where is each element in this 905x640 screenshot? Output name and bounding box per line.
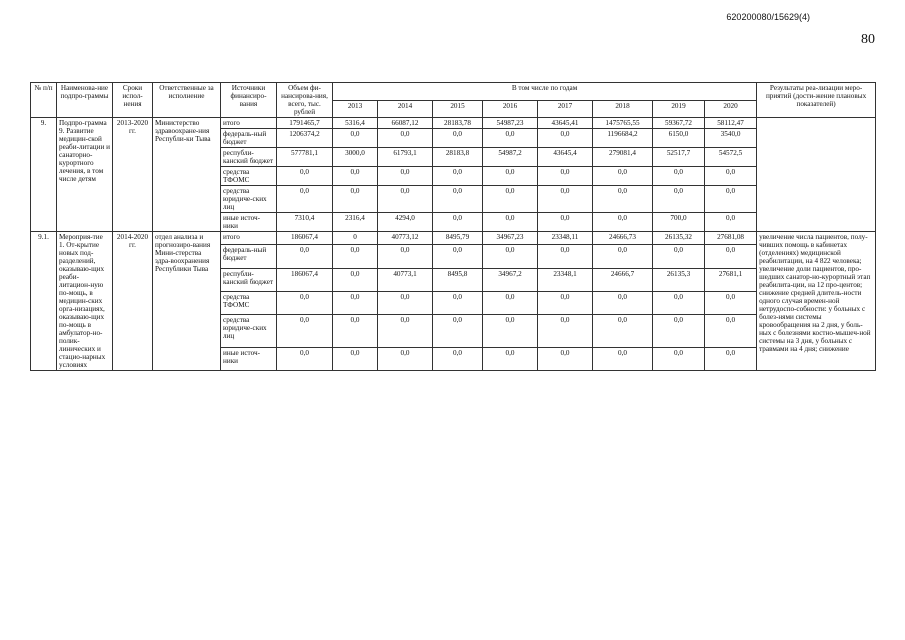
year-value: 0,0: [433, 167, 483, 186]
funding-total: 7310,4: [277, 213, 333, 232]
year-value: 0,0: [378, 245, 433, 268]
year-value: 0,0: [593, 347, 653, 370]
year-header: 2019: [653, 100, 705, 118]
year-value: 0,0: [653, 167, 705, 186]
year-header: 2018: [593, 100, 653, 118]
year-value: 43645,4: [538, 148, 593, 167]
col-header-responsible: Ответственные за исполнение: [153, 83, 221, 118]
year-value: 26135,3: [653, 268, 705, 291]
year-value: 26135,32: [653, 232, 705, 245]
year-value: 0,0: [378, 314, 433, 347]
year-value: 0,0: [433, 213, 483, 232]
table-row: [31, 118, 876, 129]
year-value: 0,0: [483, 186, 538, 213]
year-value: 700,0: [653, 213, 705, 232]
item-results: [757, 118, 876, 232]
year-value: 58112,47: [705, 118, 757, 129]
year-value: 0,0: [333, 314, 378, 347]
year-value: 0,0: [593, 186, 653, 213]
document-id: 620200080/15629(4): [726, 12, 810, 22]
year-value: 1475765,55: [593, 118, 653, 129]
funding-source: республи-канский бюджет: [221, 268, 277, 291]
funding-source: республи-канский бюджет: [221, 148, 277, 167]
year-value: 28183,78: [433, 118, 483, 129]
item-results: увеличение числа пациентов, полу-чивших помощь в кабинетах (отделениях) медицинской реабилитации, на 4 822 человека; увеличение доли пациентов, про-шедших санатор-но-курортный этап реабилита-ции, на 12 про-центов; снижение средней длитель-ности одного случая времен-ной нетрудоспо-собности: у больных с болез-нями системы кровообращения на 2 дня, у боль-ных с болезнями костно-мышеч-ной системы на 3 дня, у больных с травмами на 4 дня; снижение: [757, 232, 876, 371]
year-value: 8495,79: [433, 232, 483, 245]
funding-source: федераль-ный бюджет: [221, 129, 277, 148]
funding-total: 1206374,2: [277, 129, 333, 148]
page-number: 80: [861, 32, 875, 47]
table-row: [31, 232, 876, 245]
funding-total: 0,0: [277, 291, 333, 314]
year-value: 0,0: [378, 347, 433, 370]
year-value: 0,0: [378, 129, 433, 148]
year-header: 2014: [378, 100, 433, 118]
year-value: 0,0: [593, 167, 653, 186]
year-value: 0,0: [653, 245, 705, 268]
item-name: Мероприя-тие 1. От-крытие новых под-разделений, оказываю-щих реаби-литацион-ную по-мощь, в медицин-ских орга-низациях, оказываю-щих по-мощь в амбулатор-но-полик-линических и стацио-нарных условиях: [57, 232, 113, 371]
year-value: 279081,4: [593, 148, 653, 167]
year-value: 0,0: [538, 186, 593, 213]
item-name: Подпро-грамма 9. Развитие медицин-ской реаби-литации и санаторно-курортного лечения, в том числе детям: [57, 118, 113, 232]
year-value: 0,0: [378, 291, 433, 314]
year-value: 0,0: [705, 167, 757, 186]
year-value: 27681,1: [705, 268, 757, 291]
year-value: 0,0: [333, 291, 378, 314]
year-value: 0,0: [538, 213, 593, 232]
year-value: 43645,41: [538, 118, 593, 129]
col-header-results: Результаты реа-лизации меро-приятий (дости-жение плановых показателей): [757, 83, 876, 118]
year-value: 0,0: [333, 129, 378, 148]
year-value: 34967,2: [483, 268, 538, 291]
year-value: 0,0: [538, 314, 593, 347]
year-value: 0,0: [653, 347, 705, 370]
col-header-name: Наименова-ние подпро-граммы: [57, 83, 113, 118]
year-value: 0,0: [593, 245, 653, 268]
year-value: 23348,1: [538, 268, 593, 291]
year-value: 3000,0: [333, 148, 378, 167]
funding-source: средства ТФОМС: [221, 291, 277, 314]
year-value: 0,0: [378, 167, 433, 186]
year-value: 0,0: [653, 186, 705, 213]
year-value: 34967,23: [483, 232, 538, 245]
funding-source: итого: [221, 232, 277, 245]
year-value: 5316,4: [333, 118, 378, 129]
funding-source: средства ТФОМС: [221, 167, 277, 186]
funding-source: иные источ-ники: [221, 347, 277, 370]
funding-source: средства юридиче-ских лиц: [221, 186, 277, 213]
year-value: 8495,8: [433, 268, 483, 291]
funding-total: 186067,4: [277, 232, 333, 245]
year-value: 0,0: [593, 291, 653, 314]
year-value: 0,0: [653, 291, 705, 314]
year-value: 0,0: [538, 291, 593, 314]
funding-total: 0,0: [277, 314, 333, 347]
year-value: 4294,0: [378, 213, 433, 232]
year-value: 0,0: [333, 245, 378, 268]
year-value: 0,0: [483, 291, 538, 314]
year-header: 2017: [538, 100, 593, 118]
year-value: 0: [333, 232, 378, 245]
year-value: 0,0: [538, 245, 593, 268]
year-value: 0,0: [433, 129, 483, 148]
year-value: 0,0: [705, 291, 757, 314]
year-value: 54987,23: [483, 118, 538, 129]
year-value: 0,0: [593, 213, 653, 232]
year-value: 40773,12: [378, 232, 433, 245]
year-value: 0,0: [483, 167, 538, 186]
year-value: 6150,0: [653, 129, 705, 148]
year-value: 27681,08: [705, 232, 757, 245]
funding-total: 577781,1: [277, 148, 333, 167]
year-header: 2015: [433, 100, 483, 118]
year-value: 0,0: [333, 268, 378, 291]
year-value: 2316,4: [333, 213, 378, 232]
year-value: 0,0: [433, 245, 483, 268]
year-value: 0,0: [483, 314, 538, 347]
year-value: 0,0: [483, 347, 538, 370]
year-value: 54987,2: [483, 148, 538, 167]
year-value: 3540,0: [705, 129, 757, 148]
year-value: 40773,1: [378, 268, 433, 291]
year-header: 2020: [705, 100, 757, 118]
year-value: 0,0: [593, 314, 653, 347]
financing-table: [30, 82, 876, 371]
item-number: 9.: [31, 118, 57, 232]
year-value: 24666,73: [593, 232, 653, 245]
year-value: 0,0: [333, 186, 378, 213]
year-header: 2016: [483, 100, 538, 118]
year-value: 59367,72: [653, 118, 705, 129]
col-header-volume: Объем фи-нансирова-ния, всего, тыс. рублей: [277, 83, 333, 118]
year-value: 24666,7: [593, 268, 653, 291]
year-value: 66087,12: [378, 118, 433, 129]
col-header-by-years: В том числе по годам: [333, 83, 757, 101]
item-terms: 2013-2020 гг.: [113, 118, 153, 232]
year-value: 0,0: [483, 129, 538, 148]
header-row: [31, 83, 876, 101]
item-responsible: Министерство здравоохране-ния Республи-ки Тыва: [153, 118, 221, 232]
year-value: 0,0: [433, 347, 483, 370]
col-header-num: № п/п: [31, 83, 57, 118]
col-header-terms: Сроки испол-нения: [113, 83, 153, 118]
year-value: 0,0: [433, 314, 483, 347]
year-value: 28183,8: [433, 148, 483, 167]
funding-total: 1791465,7: [277, 118, 333, 129]
year-value: 1196684,2: [593, 129, 653, 148]
year-value: 0,0: [653, 314, 705, 347]
year-value: 0,0: [705, 213, 757, 232]
year-value: 0,0: [483, 213, 538, 232]
year-value: 23348,11: [538, 232, 593, 245]
year-value: 0,0: [483, 245, 538, 268]
year-value: 0,0: [538, 347, 593, 370]
year-header: 2013: [333, 100, 378, 118]
funding-total: 0,0: [277, 186, 333, 213]
year-value: 0,0: [705, 186, 757, 213]
year-value: 54572,5: [705, 148, 757, 167]
year-value: 0,0: [433, 291, 483, 314]
year-value: 0,0: [378, 186, 433, 213]
year-value: 0,0: [433, 186, 483, 213]
year-value: 0,0: [538, 129, 593, 148]
year-value: 0,0: [705, 245, 757, 268]
item-terms: 2014-2020 гг.: [113, 232, 153, 371]
item-number: 9.1.: [31, 232, 57, 371]
funding-source: федераль-ный бюджет: [221, 245, 277, 268]
funding-source: иные источ-ники: [221, 213, 277, 232]
year-value: 0,0: [538, 167, 593, 186]
funding-total: 0,0: [277, 347, 333, 370]
year-value: 0,0: [333, 167, 378, 186]
funding-source: итого: [221, 118, 277, 129]
funding-source: средства юридиче-ских лиц: [221, 314, 277, 347]
funding-total: 0,0: [277, 245, 333, 268]
item-responsible: отдел анализа и прогнозиро-вания Мини-стерства здра-воохранения Республики Тыва: [153, 232, 221, 371]
funding-total: 0,0: [277, 167, 333, 186]
year-value: 61793,1: [378, 148, 433, 167]
year-value: 0,0: [705, 347, 757, 370]
funding-total: 186067,4: [277, 268, 333, 291]
year-value: 0,0: [705, 314, 757, 347]
year-value: 0,0: [333, 347, 378, 370]
year-value: 52517,7: [653, 148, 705, 167]
col-header-sources: Источники финансиро-вания: [221, 83, 277, 118]
